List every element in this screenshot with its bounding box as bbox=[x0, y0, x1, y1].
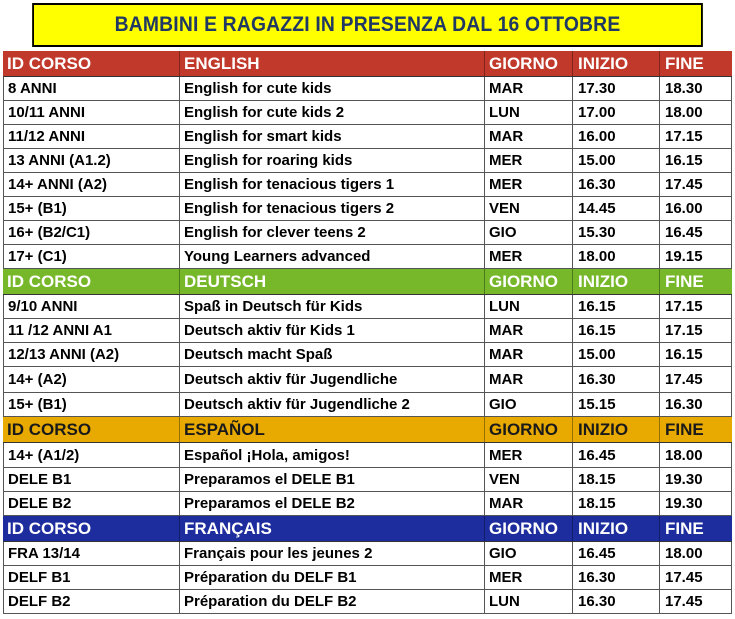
cell-id: DELF B2 bbox=[3, 590, 179, 613]
cell-start: 15.30 bbox=[572, 221, 659, 244]
cell-id: 12/13 ANNI (A2) bbox=[3, 343, 179, 366]
cell-end: 18.30 bbox=[659, 77, 732, 100]
cell-end: 19.30 bbox=[659, 468, 732, 491]
cell-end: 17.15 bbox=[659, 295, 732, 318]
cell-course: Français pour les jeunes 2 bbox=[179, 542, 484, 565]
cell-id: 11/12 ANNI bbox=[3, 125, 179, 148]
cell-id: 8 ANNI bbox=[3, 77, 179, 100]
cell-id: 14+ ANNI (A2) bbox=[3, 173, 179, 196]
table-row bbox=[3, 149, 732, 173]
cell-day: MAR bbox=[484, 125, 572, 148]
table-row bbox=[3, 245, 732, 269]
cell-end: 18.00 bbox=[659, 101, 732, 124]
cell-course: English for clever teens 2 bbox=[179, 221, 484, 244]
cell-course: English for roaring kids bbox=[179, 149, 484, 172]
table-row bbox=[3, 125, 732, 149]
cell-id: 15+ (B1) bbox=[3, 393, 179, 416]
cell-day: MER bbox=[484, 173, 572, 196]
table-row bbox=[3, 295, 732, 319]
table-row bbox=[3, 468, 732, 492]
table-row bbox=[3, 367, 732, 393]
cell-start: 16.15 bbox=[572, 295, 659, 318]
cell-id: 15+ (B1) bbox=[3, 197, 179, 220]
section-header-espaol bbox=[3, 417, 732, 443]
cell-course: English for smart kids bbox=[179, 125, 484, 148]
header-cell-day: GIORNO bbox=[484, 516, 572, 541]
cell-day: MAR bbox=[484, 343, 572, 366]
cell-course: Español ¡Hola, amigos! bbox=[179, 443, 484, 467]
table-row bbox=[3, 173, 732, 197]
cell-day: MAR bbox=[484, 319, 572, 342]
cell-end: 18.00 bbox=[659, 443, 732, 467]
cell-course: Young Learners advanced bbox=[179, 245, 484, 268]
cell-course: English for tenacious tigers 2 bbox=[179, 197, 484, 220]
cell-end: 17.45 bbox=[659, 590, 732, 613]
cell-day: VEN bbox=[484, 197, 572, 220]
table-row bbox=[3, 542, 732, 566]
cell-start: 16.00 bbox=[572, 125, 659, 148]
cell-day: LUN bbox=[484, 590, 572, 613]
cell-id: 9/10 ANNI bbox=[3, 295, 179, 318]
cell-start: 17.00 bbox=[572, 101, 659, 124]
cell-end: 18.00 bbox=[659, 542, 732, 565]
cell-day: MER bbox=[484, 245, 572, 268]
cell-start: 18.15 bbox=[572, 492, 659, 515]
cell-course: English for tenacious tigers 1 bbox=[179, 173, 484, 196]
section-header-deutsch bbox=[3, 269, 732, 295]
header-cell-end: FINE bbox=[659, 51, 732, 76]
cell-course: Deutsch aktiv für Jugendliche 2 bbox=[179, 393, 484, 416]
cell-day: GIO bbox=[484, 221, 572, 244]
cell-end: 16.15 bbox=[659, 149, 732, 172]
cell-start: 18.15 bbox=[572, 468, 659, 491]
header-cell-id: ID CORSO bbox=[7, 53, 92, 73]
header-cell-course: DEUTSCH bbox=[179, 269, 484, 294]
cell-id: DELE B1 bbox=[3, 468, 179, 491]
cell-end: 17.15 bbox=[659, 319, 732, 342]
cell-start: 15.00 bbox=[572, 343, 659, 366]
cell-day: VEN bbox=[484, 468, 572, 491]
header-cell-id: ID CORSO bbox=[7, 419, 92, 439]
header-cell-end: FINE bbox=[659, 269, 732, 294]
table-row bbox=[3, 393, 732, 417]
cell-end: 16.15 bbox=[659, 343, 732, 366]
cell-course: English for cute kids bbox=[179, 77, 484, 100]
table-row bbox=[3, 221, 732, 245]
cell-day: GIO bbox=[484, 542, 572, 565]
cell-day: MAR bbox=[484, 367, 572, 392]
table-row bbox=[3, 77, 732, 101]
cell-course: Préparation du DELF B1 bbox=[179, 566, 484, 589]
cell-end: 19.30 bbox=[659, 492, 732, 515]
cell-id: 16+ (B2/C1) bbox=[3, 221, 179, 244]
cell-id: 13 ANNI (A1.2) bbox=[3, 149, 179, 172]
cell-day: MAR bbox=[484, 492, 572, 515]
header-cell-course: ENGLISH bbox=[179, 51, 484, 76]
table-row bbox=[3, 492, 732, 516]
cell-id: 17+ (C1) bbox=[3, 245, 179, 268]
table-row bbox=[3, 443, 732, 468]
cell-course: English for cute kids 2 bbox=[179, 101, 484, 124]
header-cell-id: ID CORSO bbox=[7, 271, 92, 291]
cell-start: 16.45 bbox=[572, 542, 659, 565]
cell-start: 16.30 bbox=[572, 590, 659, 613]
header-cell-course: ESPAÑOL bbox=[179, 417, 484, 442]
cell-day: MER bbox=[484, 149, 572, 172]
cell-id: 10/11 ANNI bbox=[3, 101, 179, 124]
header-cell-start: INIZIO bbox=[572, 51, 659, 76]
cell-start: 16.30 bbox=[572, 367, 659, 392]
header-cell-day: GIORNO bbox=[484, 417, 572, 442]
header-cell-day: GIORNO bbox=[484, 269, 572, 294]
cell-course: Deutsch aktiv für Jugendliche bbox=[179, 367, 484, 392]
cell-end: 16.30 bbox=[659, 393, 732, 416]
table-row bbox=[3, 343, 732, 367]
cell-start: 18.00 bbox=[572, 245, 659, 268]
cell-course: Preparamos el DELE B2 bbox=[179, 492, 484, 515]
cell-course: Deutsch macht Spaß bbox=[179, 343, 484, 366]
cell-day: MER bbox=[484, 443, 572, 467]
cell-start: 16.15 bbox=[572, 319, 659, 342]
cell-id: 14+ (A1/2) bbox=[3, 443, 179, 467]
cell-id: 14+ (A2) bbox=[3, 367, 179, 392]
cell-end: 17.45 bbox=[659, 367, 732, 392]
cell-id: DELF B1 bbox=[3, 566, 179, 589]
cell-start: 16.30 bbox=[572, 173, 659, 196]
cell-end: 16.00 bbox=[659, 197, 732, 220]
header-cell-id: ID CORSO bbox=[7, 518, 92, 538]
header-cell-start: INIZIO bbox=[572, 269, 659, 294]
cell-id: DELE B2 bbox=[3, 492, 179, 515]
table-row bbox=[3, 197, 732, 221]
cell-id: FRA 13/14 bbox=[3, 542, 179, 565]
cell-day: LUN bbox=[484, 295, 572, 318]
cell-end: 16.45 bbox=[659, 221, 732, 244]
cell-day: GIO bbox=[484, 393, 572, 416]
table-row bbox=[3, 566, 732, 590]
section-header-english bbox=[3, 51, 732, 77]
header-cell-course: FRANÇAIS bbox=[179, 516, 484, 541]
header-cell-end: FINE bbox=[659, 516, 732, 541]
schedule-title: BAMBINI E RAGAZZI IN PRESENZA DAL 16 OTTOBRE bbox=[32, 3, 703, 47]
cell-start: 16.45 bbox=[572, 443, 659, 467]
cell-course: Preparamos el DELE B1 bbox=[179, 468, 484, 491]
cell-start: 16.30 bbox=[572, 566, 659, 589]
cell-start: 17.30 bbox=[572, 77, 659, 100]
cell-start: 14.45 bbox=[572, 197, 659, 220]
header-cell-day: GIORNO bbox=[484, 51, 572, 76]
cell-course: Spaß in Deutsch für Kids bbox=[179, 295, 484, 318]
cell-course: Deutsch aktiv für Kids 1 bbox=[179, 319, 484, 342]
cell-day: MER bbox=[484, 566, 572, 589]
section-header-franais bbox=[3, 516, 732, 542]
cell-day: MAR bbox=[484, 77, 572, 100]
table-row bbox=[3, 101, 732, 125]
cell-course: Préparation du DELF B2 bbox=[179, 590, 484, 613]
header-cell-end: FINE bbox=[659, 417, 732, 442]
cell-end: 17.45 bbox=[659, 566, 732, 589]
cell-start: 15.15 bbox=[572, 393, 659, 416]
cell-start: 15.00 bbox=[572, 149, 659, 172]
table-row bbox=[3, 319, 732, 343]
header-cell-start: INIZIO bbox=[572, 516, 659, 541]
cell-end: 17.15 bbox=[659, 125, 732, 148]
table-row bbox=[3, 590, 732, 614]
cell-end: 19.15 bbox=[659, 245, 732, 268]
cell-day: LUN bbox=[484, 101, 572, 124]
header-cell-start: INIZIO bbox=[572, 417, 659, 442]
cell-id: 11 /12 ANNI A1 bbox=[3, 319, 179, 342]
cell-end: 17.45 bbox=[659, 173, 732, 196]
